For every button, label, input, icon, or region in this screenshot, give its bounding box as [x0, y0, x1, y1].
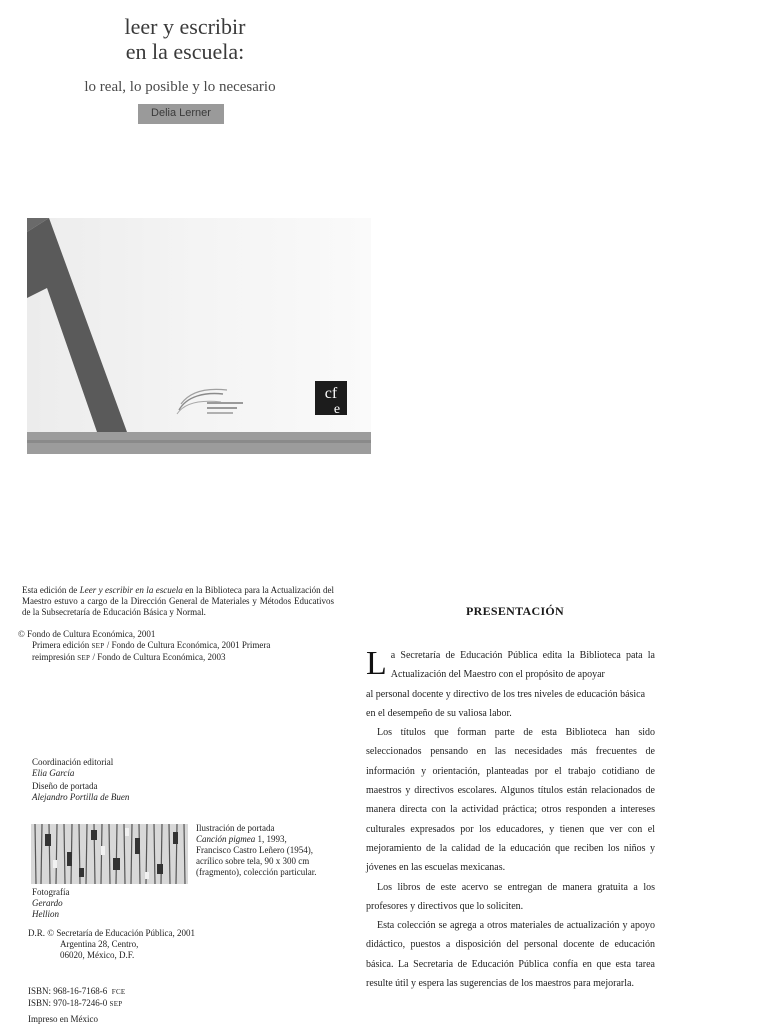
credit-label: Diseño de portada [32, 781, 98, 791]
fce-logo-icon [315, 381, 347, 417]
isbn-block [28, 986, 228, 1010]
cover-title-line1: leer y escribir [124, 14, 246, 39]
painting-thumbnail [31, 824, 188, 884]
presentation-title: PRESENTACIÓN [465, 604, 565, 618]
svg-text:e: e [333, 402, 341, 417]
reprint-line: reimpresión SEP / Fondo de Cultura Económica, 2003 [32, 652, 226, 662]
presentation-body [366, 646, 655, 993]
paragraph: al personal docente y directivo de los tres niveles de educación básica en el desempeño de su valiosa labor. [366, 688, 646, 719]
cover-subtitle: lo real, lo posible y lo necesario [84, 79, 276, 95]
illustration-caption: Ilustración de portada Canción pigmea 1, 1993, Francisco Castro Leñero (1954), acrílico sobre tela, 90 x 300 cm (fragmento), colección particular. [196, 823, 317, 877]
credits [32, 755, 192, 805]
printed-in: Impreso en México [28, 1014, 98, 1024]
cover-author: Delia Lerner [138, 104, 224, 124]
colophon-intro: Esta edición de Leer y escribir en la escuela en la Biblioteca para la Actualización del Maestro estuvo a cargo de la Dirección General de Materiales y Métodos Educativos de la Subsecretaría de Educación Básica y Normal. [22, 585, 334, 617]
rights-block: D.R. © Secretaría de Educación Pública, 2001 Argentina 28, Centro, 06020, México, D.F. [28, 928, 196, 960]
svg-text:cf: cf [324, 385, 338, 402]
paragraph: La Secretaría de Educación Pública edita la Biblioteca pata la Actualización del Maestro con el propósito de apoyar [366, 645, 655, 682]
cover-title [0, 14, 370, 64]
copyright-block [18, 629, 338, 664]
paragraph: Los libros de este acervo se entregan de manera gratuita a los profesores y directivos que lo soliciten. [366, 881, 655, 912]
book-title: Leer y escribir en la escuela [79, 585, 183, 595]
paragraph: Los títulos que forman parte de esta Biblioteca han sido seleccionados pensando en las necesidades más frecuentes de información y orientación, planteadas por el trabajo cotidiano de maestros y directivos escolares. Algunos títulos están relacionados de manera directa con la actividad práctica; otros responden a intereses culturales expresados por los educadores, y tienen que ver con el mejoramiento de la calidad de la educación que reciben los niños y jóvenes en las escuelas mexicanas. [366, 727, 655, 874]
credit-label: Coordinación editorial [32, 757, 114, 767]
drop-cap: L [366, 645, 387, 682]
paragraph: Esta colección se agrega a otros materiales de actualización y apoyo didáctico, puestos a disposición del personal docente de educación básica. La Secretaria de Educación Pública confía en que esta tarea resulte útil y espera las sugerencias de los maestros para mejorarla. [366, 920, 655, 990]
isbn-sep: ISBN: 970-18-7246-0 SEP [28, 998, 123, 1008]
isbn-fce: ISBN: 968-16-7168-6 FCE [28, 986, 126, 996]
copyright-line: © Fondo de Cultura Económica, 2001 [18, 629, 156, 639]
credit-name: Elia García [32, 768, 75, 778]
cover-title-line2: en la escuela: [125, 39, 245, 64]
cover-illustration [27, 218, 371, 454]
edition-line: Primera edición SEP / Fondo de Cultura Económica, 2001 Primera [32, 640, 271, 650]
photo-credit: Fotografía Gerardo Hellion [32, 887, 70, 919]
credit-name: Alejandro Portilla de Buen [32, 792, 130, 802]
